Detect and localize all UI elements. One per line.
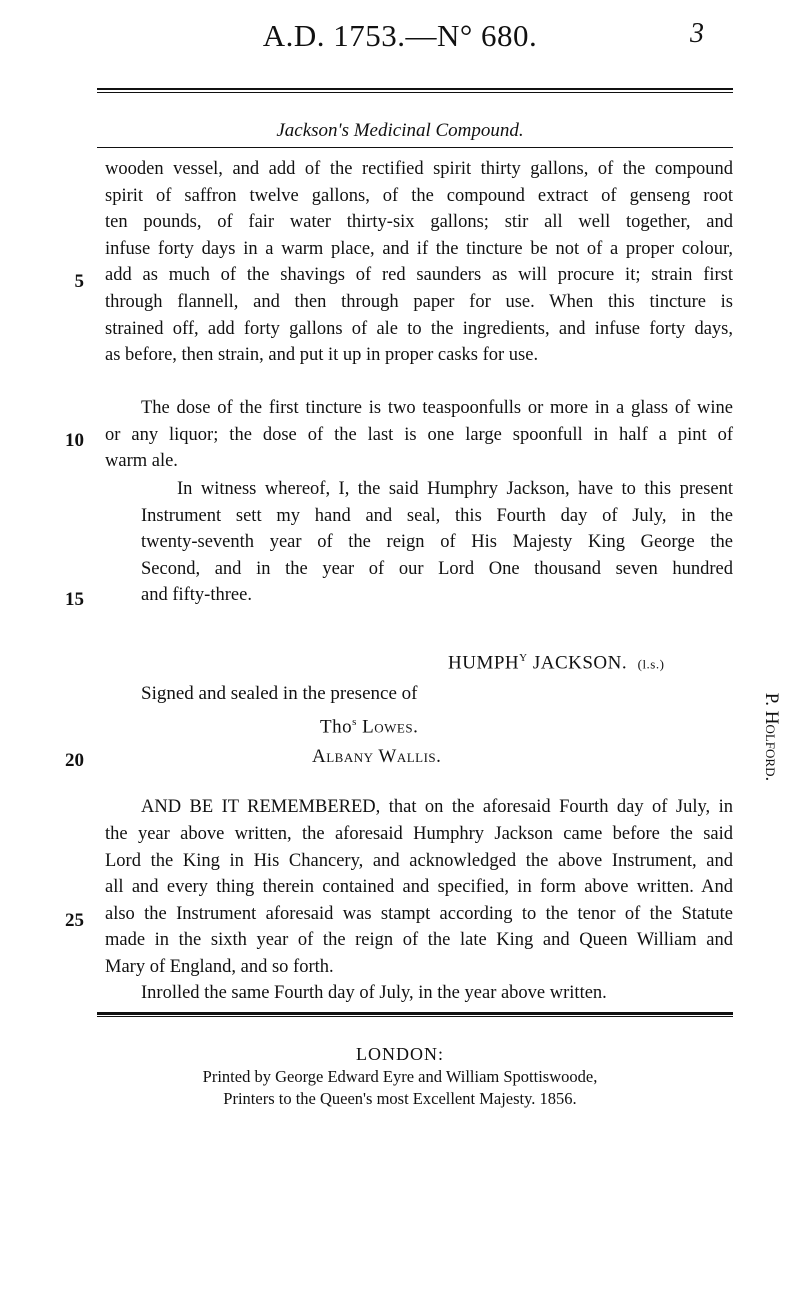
text-line: spirit of saffron twelve gallons, of the compound extract of genseng root bbox=[105, 185, 733, 206]
side-note bbox=[755, 680, 785, 800]
text-line: and fifty-three. bbox=[141, 585, 252, 606]
text-line: Lord the King in His Chancery, and acknowledged the above Instrument, and bbox=[105, 850, 733, 871]
footer-majesty-line bbox=[0, 1089, 800, 1109]
text-line: wooden vessel, and add of the rectified spirit thirty gallons, of the compound bbox=[105, 159, 733, 179]
paragraph-witness bbox=[141, 476, 733, 609]
footer-city: LONDON: bbox=[356, 1044, 444, 1064]
text-line: In witness whereof, I, the said Humphry Jackson, have to this present bbox=[177, 479, 733, 499]
text-line: ten pounds, of fair water thirty-six gallons; stir all well together, and bbox=[105, 212, 733, 233]
text-line: AND BE IT REMEMBERED, that on the aforesaid Fourth day of July, in bbox=[141, 797, 733, 817]
footer-majesty-text: Printers to the Queen's most Excellent Majesty. 1856. bbox=[223, 1089, 577, 1108]
signed-sealed-line: Signed and sealed in the presence of bbox=[141, 683, 418, 704]
text-line: twenty-seventh year of the reign of His Majesty King George the bbox=[141, 532, 733, 553]
paragraph-remembered-cont bbox=[105, 821, 733, 981]
line-number-25: 25 bbox=[65, 910, 84, 931]
header-rule-bottom bbox=[97, 147, 733, 148]
footer-rule-thin bbox=[97, 1016, 733, 1017]
text-line: Second, and in the year of our Lord One thousand seven hundred bbox=[141, 558, 733, 579]
footer-rule bbox=[97, 1012, 733, 1015]
seal-mark: (l.s.) bbox=[637, 656, 665, 672]
text-line: Instrument sett my hand and seal, this Fourth day of July, in the bbox=[141, 505, 733, 526]
witness-first-surname: Lowes. bbox=[356, 716, 419, 738]
footer-printer-text: Printed by George Edward Eyre and William Spottiswoode, bbox=[202, 1067, 598, 1086]
text-line: add as much of the shavings of red saunders as will procure it; strain first bbox=[105, 265, 733, 286]
text-line: all and every thing therein contained and specified, in form above written. And bbox=[105, 877, 733, 898]
paragraph-dose bbox=[105, 395, 733, 475]
text-line: infuse forty days in a warm place, and if the tincture be not of a proper colour, bbox=[105, 238, 733, 259]
paragraph-recipe bbox=[105, 156, 733, 369]
text-line: the year above written, the aforesaid Humphry Jackson came before the said bbox=[105, 824, 733, 844]
page-number: 3 bbox=[690, 18, 704, 49]
text-line: made in the sixth year of the reign of the late King and Queen William and bbox=[105, 930, 733, 951]
text-line: or any liquor; the dose of the last is one large spoonfull in half a pint of bbox=[105, 424, 733, 445]
signature-name-sup: Y bbox=[519, 652, 528, 664]
witness-first-sup: s bbox=[352, 716, 357, 728]
side-note-text: P. Holford. bbox=[761, 692, 782, 782]
text-line: strained off, add forty gallons of ale to the ingredients, and infuse forty days, bbox=[105, 318, 733, 339]
text-line: through flannell, and then through paper for use. When this tincture is bbox=[105, 291, 733, 312]
signature bbox=[448, 652, 664, 674]
line-number-15: 15 bbox=[65, 589, 84, 610]
page-header-title: A.D. 1753.—N° 680. bbox=[262, 18, 538, 53]
witness-first-name: Tho bbox=[320, 716, 353, 738]
paragraph-remembered bbox=[141, 794, 733, 821]
signature-name: HUMPH bbox=[448, 652, 520, 674]
footer-printer-line bbox=[0, 1067, 800, 1087]
line-number-10: 10 bbox=[65, 430, 84, 451]
header-rule-top-thin bbox=[97, 92, 733, 93]
text-line: also the Instrument aforesaid was stampt according to the tenor of the Statute bbox=[105, 903, 733, 924]
signature-surname: JACKSON. bbox=[527, 652, 628, 674]
text-line: Mary of England, and so forth. bbox=[105, 956, 334, 977]
witness-first bbox=[320, 716, 418, 738]
text-line: warm ale. bbox=[105, 451, 178, 472]
line-number-20: 20 bbox=[65, 750, 84, 771]
text-line: Inrolled the same Fourth day of July, in the year above written. bbox=[141, 983, 607, 1003]
page-subtitle: Jackson's Medicinal Compound. bbox=[276, 120, 524, 141]
witness-second: Albany Wallis. bbox=[312, 746, 442, 767]
text-line: The dose of the first tincture is two teaspoonfulls or more in a glass of wine bbox=[141, 398, 733, 418]
line-number-5: 5 bbox=[74, 271, 84, 292]
header-rule-top bbox=[97, 88, 733, 90]
paragraph-inrolled bbox=[141, 980, 733, 1007]
text-line: as before, then strain, and put it up in proper casks for use. bbox=[105, 345, 539, 366]
